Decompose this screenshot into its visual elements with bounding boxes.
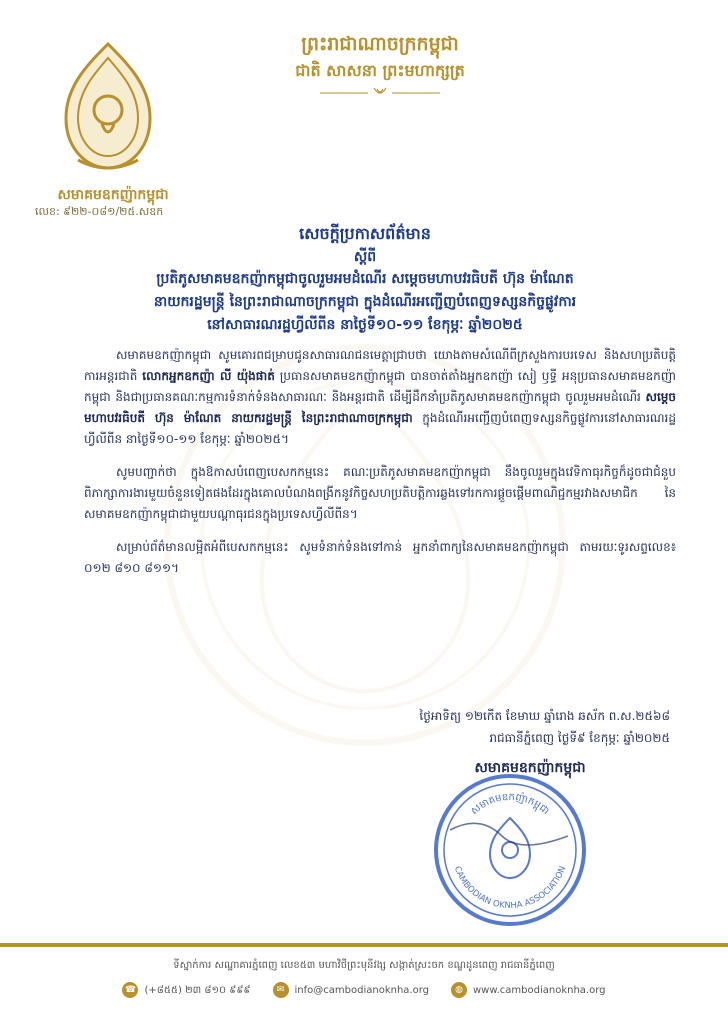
body-text: [84, 345, 676, 591]
email-text[interactable]: info@cambodianoknha.org: [294, 984, 429, 996]
lunar-date: ថ្ងៃអាទិត្យ ១២កើត ខែមាឃ ឆ្នាំរោង ឆស័ក ព.ស.២៥៦៨: [419, 709, 670, 723]
footer-contacts: [0, 982, 728, 998]
org-name: សមាគមឧកញ៉ាកម្ពុជា: [57, 187, 169, 203]
document-title: សេចក្តីប្រកាសព័ត៌មាន: [299, 224, 431, 243]
date-block: [330, 705, 670, 749]
solar-date: រាជធានីភ្នំពេញ ថ្ងៃទី៩ ខែកុម្ភៈ ឆ្នាំ២០២៥: [489, 731, 670, 745]
official-stamp: [430, 770, 590, 930]
title-block: [60, 222, 670, 337]
ornament-divider: [320, 86, 440, 100]
website-text[interactable]: www.cambodianoknha.org: [473, 984, 606, 996]
stamp-text-top: សមាគមឧកញ៉ាកម្ពុជា: [468, 791, 552, 818]
footer: [0, 958, 728, 998]
phone-icon: ☎: [122, 982, 138, 998]
signature-org: សមាគមឧកញ៉ាកម្ពុជា: [474, 760, 586, 776]
president-name: លោកអ្នកឧកញ៉ា លី យ៉ុងផាត់: [142, 369, 275, 383]
stamp-text-bottom: CAMBODIAN OKNHA ASSOCIATION: [451, 864, 569, 912]
subject-line-2: នាយករដ្ឋមន្ត្រី នៃព្រះរាជាណាចក្រកម្ពុជា ក្នុងដំណើរអញ្ជើញបំពេញទស្សនកិច្ចផ្លូវការ: [153, 294, 577, 310]
footer-address: ទីស្នាក់ការ សណ្ឋាគារភ្នំពេញ លេខ៥៣ មហាវិថីព្រះមុនីវង្ស សង្កាត់ស្រះចក ខណ្ឌដូនពេញ រាជធានីភ្នំពេញ: [173, 960, 555, 971]
subject-line-1: ប្រតិភូសមាគមឧកញ៉ាកម្ពុជាចូលរួមអមដំណើរ សម្តេចមហាបវរធិបតី ហ៊ុន ម៉ាណែត: [156, 271, 574, 287]
motto-line: ជាតិ សាសនា ព្រះមហាក្សត្រ: [295, 61, 465, 80]
kingdom-header: [250, 30, 510, 104]
p1-text-a: សមាគមឧកញ៉ាកម្ពុជា សូមគោរពជម្រាបជូនសាធារណជនមេត្តាជ្រាបថា យោងតាមសំណើពីក្រសួងការបរទេស និងសហប្រតិបត្តិការអន្តរជាតិ: [84, 348, 676, 383]
reference-number: លេខ: ៩២២-០៨១/២៥.សឧក: [35, 205, 164, 218]
footer-website[interactable]: [451, 982, 606, 998]
svg-text:សមាគមឧកញ៉ាកម្ពុជា: [469, 790, 551, 817]
phone-text: (+៨៥៥) ២៣ ៨១០ ៩៩៩: [144, 984, 251, 996]
paragraph-1: [84, 345, 676, 450]
subject-label: ស្តីពី: [353, 249, 377, 265]
subject-line-3: នៅសាធារណរដ្ឋហ្វីលីពីន នាថ្ងៃទី១០-១១ ខែកុម្ភៈ ឆ្នាំ២០២៥: [207, 317, 523, 333]
footer-phone: [122, 982, 250, 998]
footer-email[interactable]: [273, 982, 429, 998]
prime-minister-name: សម្តេចមហាបវរធិបតី ហ៊ុន ម៉ាណែត នាយករដ្ឋមន្ត្រី នៃព្រះរាជាណាចក្រកម្ពុជា: [84, 390, 676, 425]
kingdom-line: ព្រះរាជាណាចក្រកម្ពុជា: [301, 33, 459, 55]
p1-text-c: ប្រធានសមាគមឧកញ៉ាកម្ពុជា បានចាត់តាំងអ្នកឧកញ៉ា សៀ ឫទ្ធី អនុប្រធានសមាគមឧកញ៉ាកម្ពុជា និងជាប្រធានគណៈកម្មការទំនាក់ទំនងសាធារណៈ និងអន្តរជាតិ ដើម្បីដឹកនាំប្រតិភូសមាគមឧកញ៉ាកម្ពុជា ចូលរួមអមដំណើរ: [84, 369, 676, 404]
paragraph-3: សម្រាប់ព័ត៌មានលម្អិតអំពីបេសកកម្មនេះ សូមទំនាក់ទំនងទៅកាន់ អ្នកនាំពាក្យនៃសមាគមឧកញ៉ាកម្ពុជា តាមរយៈទូរសព្ទលេខ៖ ០១២ ៨១០ ៨១១។: [84, 540, 676, 575]
paragraph-2: សូមបញ្ជាក់ថា ក្នុងឱកាសបំពេញបេសកកម្មនេះ គណៈប្រតិភូសមាគមឧកញ៉ាកម្ពុជា នឹងចូលរួមក្នុងវេទិកាធុរកិច្ចក៏ដូចជាជំនួបពិភាក្សាការងារមួយចំនួនទៀតផងដែរក្នុងគោលបំណងពង្រីកនូវកិច្ចសហប្រតិបត្តិការឆ្លងទៅរកការផ្តួចផ្តើមពាណិជ្ជកម្មរវាងសមាជិក នៃសមាគមឧកញ៉ាកម្ពុជាជាមួយបណ្តាធុរជនក្នុងប្រទេសហ្វីលីពីន។: [84, 465, 676, 521]
globe-icon: ◍: [451, 982, 467, 998]
svg-text:CAMBODIAN OKNHA ASSOCIATION: [452, 865, 568, 911]
mail-icon: ✉: [273, 982, 289, 998]
p1-text-e: ក្នុងដំណើរអញ្ជើញបំពេញទស្សនកិច្ចផ្លូវការនៅសាធារណរដ្ឋហ្វីលីពីន នាថ្ងៃទី១០-១១ ខែកុម្ភៈ ឆ្នាំ២០២៥។: [84, 411, 676, 446]
footer-divider: [0, 943, 728, 947]
association-logo: [58, 40, 158, 180]
